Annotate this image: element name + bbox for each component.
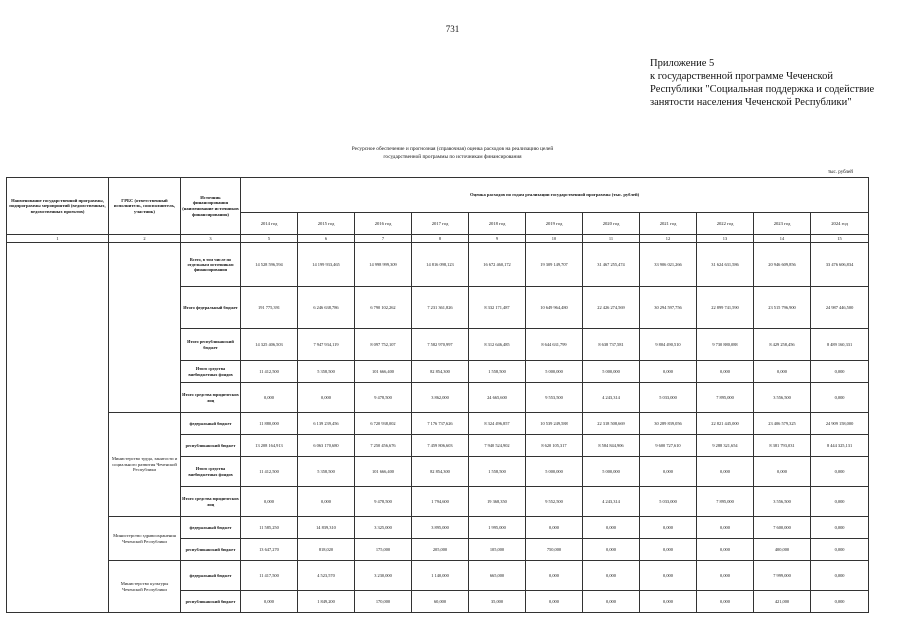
amount-cell: 0,000 (697, 561, 754, 591)
executor-cell: Министерство культуры Чеченской Республики (109, 561, 181, 613)
amount-cell: 0,000 (583, 561, 640, 591)
funding-source-cell: республиканский бюджет (181, 435, 241, 457)
amount-cell: 5 000,000 (583, 457, 640, 487)
column-number: 15 (811, 235, 869, 243)
amount-cell: 8 312 646,485 (469, 329, 526, 361)
amount-cell: 23 406 579,325 (754, 413, 811, 435)
column-number: 7 (355, 235, 412, 243)
table-row (7, 413, 869, 435)
amount-cell: 7 231 361,826 (412, 287, 469, 329)
amount-cell: 6 246 638,786 (298, 287, 355, 329)
amount-cell: 0,000 (811, 487, 869, 517)
amount-cell: 0,000 (526, 561, 583, 591)
appendix-line: Приложение 5 (650, 58, 715, 69)
amount-cell: 0,000 (241, 487, 298, 517)
amount-cell: 9 478,500 (355, 487, 412, 517)
header-source: Источник финансирования (наименование источников финансирования) (181, 178, 241, 235)
executor-cell: Министерство труда, занятости и социального развития Чеченской Республики (109, 413, 181, 517)
amount-cell: 5 033,000 (640, 487, 697, 517)
amount-cell: 0,000 (640, 361, 697, 383)
amount-cell: 0,000 (640, 561, 697, 591)
amount-cell: 7 999,000 (754, 561, 811, 591)
amount-cell: 8 429 258,456 (754, 329, 811, 361)
amount-cell: 10 649 964,480 (526, 287, 583, 329)
amount-cell: 1 794,600 (412, 487, 469, 517)
amount-cell: 8 644 631,799 (526, 329, 583, 361)
amount-cell: 11 880,000 (241, 413, 298, 435)
amount-cell: 4 243,314 (583, 383, 640, 413)
amount-cell: 1 558,500 (469, 457, 526, 487)
amount-cell: 0,000 (697, 457, 754, 487)
amount-cell: 11 412,500 (241, 361, 298, 383)
amount-cell: 105,000 (469, 539, 526, 561)
resource-table (6, 177, 869, 613)
amount-cell: 191 775,391 (241, 287, 298, 329)
amount-cell: 0,000 (811, 591, 869, 613)
amount-cell: 60,000 (412, 591, 469, 613)
header-program: Наименование государственной программы, подпрограммы мероприятий (ведомственных, ведомственных проектов) (7, 178, 109, 235)
amount-cell: 0,000 (697, 517, 754, 539)
column-number: 12 (640, 235, 697, 243)
amount-cell: 24 665,600 (469, 383, 526, 413)
amount-cell: 0,000 (241, 591, 298, 613)
amount-cell: 205,000 (412, 539, 469, 561)
column-number: 1 (7, 235, 109, 243)
amount-cell: 0,000 (640, 517, 697, 539)
amount-cell: 0,000 (583, 517, 640, 539)
amount-cell: 0,000 (298, 487, 355, 517)
amount-cell: 1 558,500 (469, 361, 526, 383)
funding-source-cell: Итого средства внебюджетных фондов (181, 361, 241, 383)
amount-cell: 750,000 (526, 539, 583, 561)
amount-cell: 0,000 (811, 361, 869, 383)
executor-cell (109, 243, 181, 413)
amount-cell: 4 243,314 (583, 487, 640, 517)
amount-cell: 5 358,500 (298, 457, 355, 487)
amount-cell: 22 821 445,000 (697, 413, 754, 435)
amount-cell: 5 000,000 (526, 457, 583, 487)
table-row (7, 517, 869, 539)
amount-cell: 14 199 933,465 (298, 243, 355, 287)
amount-cell: 101 666,400 (355, 457, 412, 487)
column-number: 11 (583, 235, 640, 243)
program-cell (7, 243, 109, 613)
amount-cell: 11 585,250 (241, 517, 298, 539)
header-grbs: ГРБС (ответственный исполнитель, соисполнитель, участник) (109, 178, 181, 235)
amount-cell: 33 906 021,266 (640, 243, 697, 287)
amount-cell: 23 515 796,900 (754, 287, 811, 329)
amount-cell: 6 063 170,680 (298, 435, 355, 457)
header-year: 2014 год (241, 213, 298, 235)
amount-cell: 0,000 (640, 457, 697, 487)
amount-cell: 0,000 (811, 517, 869, 539)
header-year: 2016 год (355, 213, 412, 235)
header-year: 2018 год (469, 213, 526, 235)
amount-cell: 13 208 164,913 (241, 435, 298, 457)
amount-cell: 6 139 239,456 (298, 413, 355, 435)
amount-cell: 9 478,500 (355, 383, 412, 413)
amount-cell: 101 666,400 (355, 361, 412, 383)
appendix-line: Республики "Социальная поддержка и содействие (650, 84, 875, 95)
column-number: 3 (181, 235, 241, 243)
amount-cell: 0,000 (811, 457, 869, 487)
amount-cell: 8 444 325,131 (811, 435, 869, 457)
amount-cell: 7 250 456,676 (355, 435, 412, 457)
amount-cell: 8 381 793,031 (754, 435, 811, 457)
amount-cell: 22 318 508,669 (583, 413, 640, 435)
funding-source-cell: республиканский бюджет (181, 591, 241, 613)
appendix-line: занятости населения Чеченской Республики" (650, 97, 852, 108)
amount-cell: 1 140,000 (412, 561, 469, 591)
amount-cell: 7 582 970,997 (412, 329, 469, 361)
amount-cell: 0,000 (754, 457, 811, 487)
funding-source-cell: Итого средства юридических лиц (181, 487, 241, 517)
column-number: 10 (526, 235, 583, 243)
amount-cell: 5 000,000 (526, 361, 583, 383)
amount-cell: 22 899 741,590 (697, 287, 754, 329)
table-row (7, 243, 869, 287)
amount-cell: 8 620 105,317 (526, 435, 583, 457)
amount-cell: 0,000 (697, 591, 754, 613)
amount-cell: 3 862,000 (412, 383, 469, 413)
amount-cell: 9 600 727,610 (640, 435, 697, 457)
amount-cell: 14 839,310 (298, 517, 355, 539)
amount-cell: 3 230,000 (355, 561, 412, 591)
appendix-note (650, 57, 900, 109)
amount-cell: 0,000 (241, 383, 298, 413)
amount-cell: 14 816 098,123 (412, 243, 469, 287)
column-number: 9 (469, 235, 526, 243)
funding-source-cell: Итого федеральный бюджет (181, 287, 241, 329)
amount-cell: 8 638 737,581 (583, 329, 640, 361)
header-year: 2017 год (412, 213, 469, 235)
amount-cell: 4 523,570 (298, 561, 355, 591)
header-year: 2015 год (298, 213, 355, 235)
table-title-line: Ресурсное обеспечение и прогнозная (справочная) оценка расходов на реализацию целей (351, 146, 554, 152)
funding-source-cell: федеральный бюджет (181, 413, 241, 435)
amount-cell: 8 584 844,906 (583, 435, 640, 457)
amount-cell: 7 600,000 (754, 517, 811, 539)
amount-cell: 3 325,000 (355, 517, 412, 539)
amount-cell: 0,000 (526, 591, 583, 613)
amount-cell: 31 467 255,474 (583, 243, 640, 287)
amount-cell: 7 459 806,603 (412, 435, 469, 457)
column-number: 6 (298, 235, 355, 243)
amount-cell: 0,000 (811, 383, 869, 413)
column-number: 2 (109, 235, 181, 243)
amount-cell: 6 720 938,002 (355, 413, 412, 435)
amount-cell: 3 895,000 (412, 517, 469, 539)
amount-cell: 14 325 406,503 (241, 329, 298, 361)
amount-cell: 14 998 999,309 (355, 243, 412, 287)
column-number: 14 (754, 235, 811, 243)
funding-source-cell: Всего, в том числе по отдельным источникам финансирования (181, 243, 241, 287)
funding-source-cell: республиканский бюджет (181, 539, 241, 561)
units-label: тыс. рублей (828, 170, 853, 175)
amount-cell: 7 895,000 (697, 383, 754, 413)
header-year: 2024 год (811, 213, 869, 235)
amount-cell: 22 426 274,569 (583, 287, 640, 329)
amount-cell: 11 417,500 (241, 561, 298, 591)
amount-cell: 10 539 249,588 (526, 413, 583, 435)
amount-cell: 9 730 880,088 (697, 329, 754, 361)
amount-cell: 30 289 839,056 (640, 413, 697, 435)
amount-cell: 8 324 496,857 (469, 413, 526, 435)
amount-cell: 33 476 606,834 (811, 243, 869, 287)
amount-cell: 24 987 446,500 (811, 287, 869, 329)
amount-cell: 0,000 (811, 561, 869, 591)
amount-cell: 0,000 (697, 539, 754, 561)
amount-cell: 7 947 934,119 (298, 329, 355, 361)
amount-cell: 9 288 321,654 (697, 435, 754, 457)
amount-cell: 7 940 524,902 (469, 435, 526, 457)
amount-cell: 8 097 752,107 (355, 329, 412, 361)
amount-cell: 5 000,000 (583, 361, 640, 383)
amount-cell: 818,020 (298, 539, 355, 561)
amount-cell: 0,000 (583, 591, 640, 613)
amount-cell: 11 412,500 (241, 457, 298, 487)
amount-cell: 175,000 (355, 539, 412, 561)
amount-cell: 1 995,000 (469, 517, 526, 539)
amount-cell: 0,000 (640, 539, 697, 561)
executor-cell: Министерство здравоохранения Чеченской Республики (109, 517, 181, 561)
header-year: 2022 год (697, 213, 754, 235)
amount-cell: 9 553,500 (526, 383, 583, 413)
column-number: 8 (412, 235, 469, 243)
funding-source-cell: федеральный бюджет (181, 561, 241, 591)
header-year: 2021 год (640, 213, 697, 235)
amount-cell: 14 528 596,594 (241, 243, 298, 287)
amount-cell: 0,000 (298, 383, 355, 413)
amount-cell: 7 895,000 (697, 487, 754, 517)
amount-cell: 0,000 (811, 539, 869, 561)
amount-cell: 16 672 460,172 (469, 243, 526, 287)
amount-cell: 665,000 (469, 561, 526, 591)
amount-cell: 8 489 160,331 (811, 329, 869, 361)
table-row (7, 561, 869, 591)
amount-cell: 0,000 (640, 591, 697, 613)
amount-cell: 0,000 (697, 361, 754, 383)
header-year: 2019 год (526, 213, 583, 235)
amount-cell: 170,000 (355, 591, 412, 613)
amount-cell: 24 909 158,000 (811, 413, 869, 435)
table-title (0, 145, 905, 161)
amount-cell: 30 294 597,756 (640, 287, 697, 329)
appendix-line: к государственной программе Чеченской (650, 71, 833, 82)
column-number: 13 (697, 235, 754, 243)
column-number: 5 (241, 235, 298, 243)
amount-cell: 20 946 609,856 (754, 243, 811, 287)
amount-cell: 5 033,000 (640, 383, 697, 413)
table-title-line: государственной программы по источникам финансирования (383, 154, 522, 160)
amount-cell: 7 176 737,626 (412, 413, 469, 435)
amount-cell: 3 556,500 (754, 383, 811, 413)
amount-cell: 0,000 (754, 361, 811, 383)
amount-cell: 421,000 (754, 591, 811, 613)
funding-source-cell: Итого средства внебюджетных фондов (181, 457, 241, 487)
amount-cell: 3 556,500 (754, 487, 811, 517)
amount-cell: 0,000 (583, 539, 640, 561)
funding-source-cell: федеральный бюджет (181, 517, 241, 539)
amount-cell: 19 309 149,707 (526, 243, 583, 287)
page-number: 731 (445, 24, 460, 34)
funding-source-cell: Итого республиканский бюджет (181, 329, 241, 361)
amount-cell: 31 624 631,586 (697, 243, 754, 287)
amount-cell: 1 849,200 (298, 591, 355, 613)
amount-cell: 400,000 (754, 539, 811, 561)
amount-cell: 19 368,350 (469, 487, 526, 517)
header-year: 2023 год (754, 213, 811, 235)
amount-cell: 13 647,270 (241, 539, 298, 561)
amount-cell: 8 332 171,487 (469, 287, 526, 329)
amount-cell: 0,000 (526, 517, 583, 539)
header-estimate-span: Оценка расходов по годам реализации государственной программы (тыс. рублей) (241, 178, 869, 213)
header-year: 2020 год (583, 213, 640, 235)
funding-source-cell: Итого средства юридических лиц (181, 383, 241, 413)
amount-cell: 9 552,500 (526, 487, 583, 517)
amount-cell: 82 854,300 (412, 457, 469, 487)
amount-cell: 35,000 (469, 591, 526, 613)
amount-cell: 82 854,300 (412, 361, 469, 383)
amount-cell: 5 358,500 (298, 361, 355, 383)
amount-cell: 6 790 102,262 (355, 287, 412, 329)
amount-cell: 9 804 490,510 (640, 329, 697, 361)
